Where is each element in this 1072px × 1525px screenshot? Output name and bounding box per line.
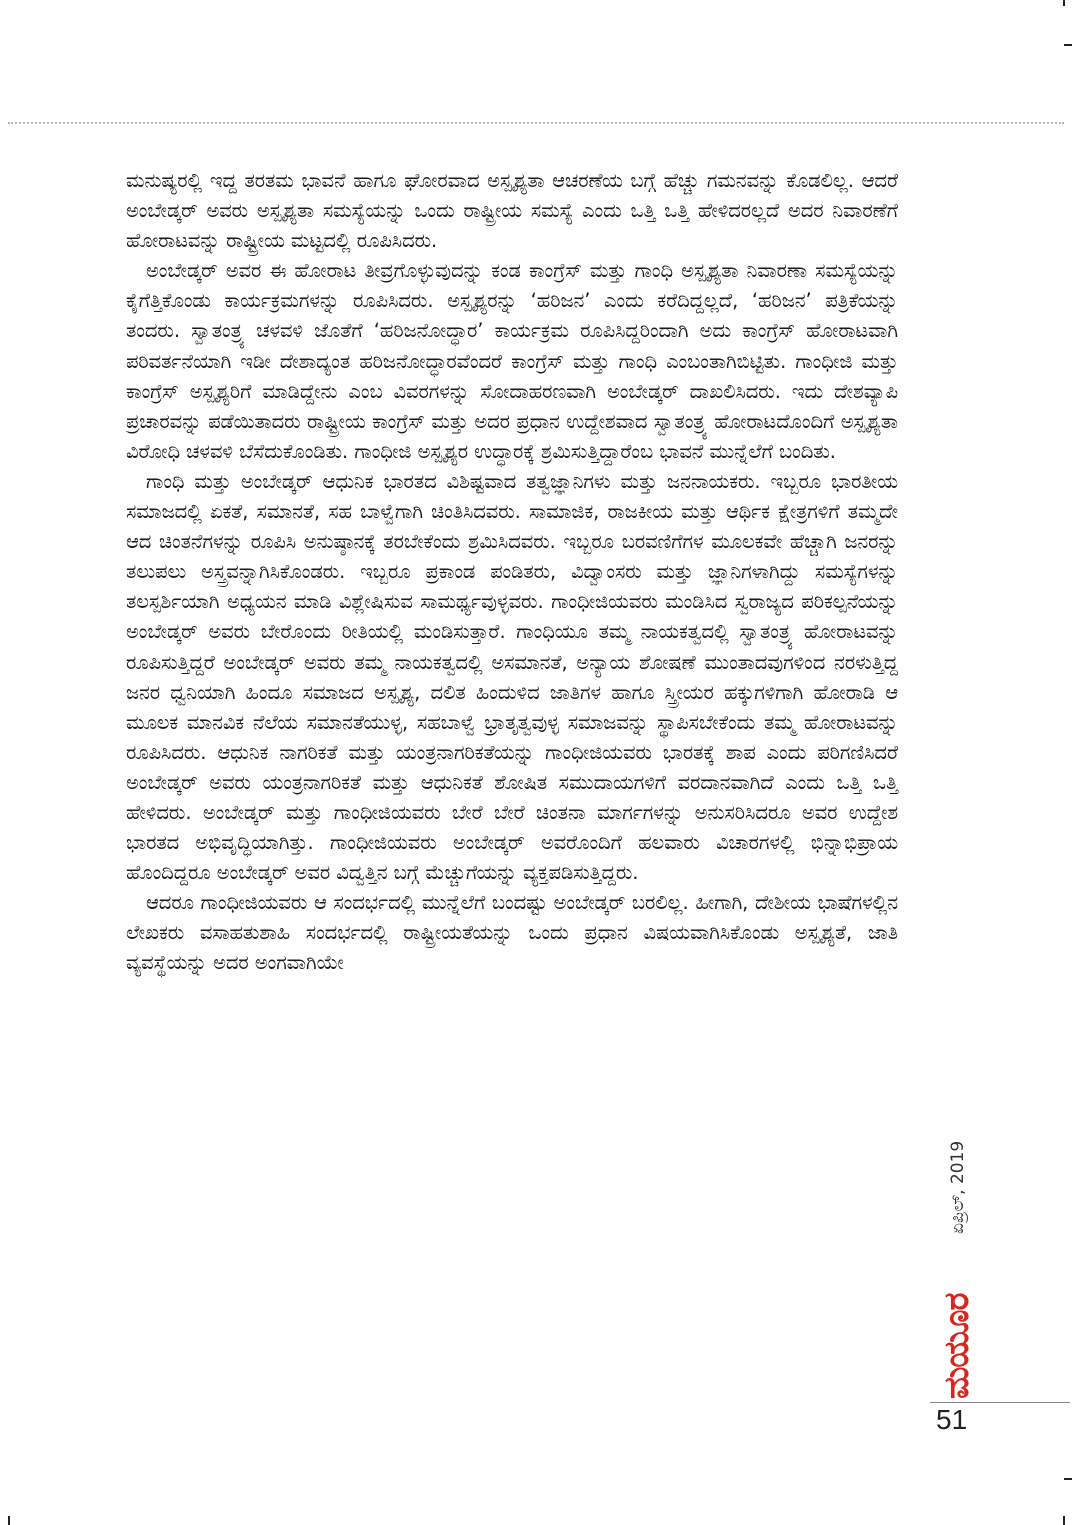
paragraph-2: ಅಂಬೇಡ್ಕರ್ ಅವರ ಈ ಹೋರಾಟ ತೀವ್ರಗೊಳ್ಳುವುದನ್ನು ಕಂಡ ಕಾಂಗ್ರೆಸ್ ಮತ್ತು ಗಾಂಧಿ ಅಸ್ಪೃಶ್ಯತಾ ನಿವಾರಣಾ ಸಮಸ್ಯೆಯನ್ನು ಕೈಗೆತ್ತಿಕೊಂಡು ಕಾರ್ಯಕ್ರಮಗಳನ್ನು ರೂಪಿಸಿದರು. ಅಸ್ಪೃಶ್ಯರನ್ನು ‘ಹರಿಜನ’ ಎಂದು ಕರೆದಿದ್ದಲ್ಲದೆ, ‘ಹರಿಜನ’ ಪತ್ರಿಕೆಯನ್ನು ತಂದರು. ಸ್ವಾತಂತ್ರ್ಯ ಚಳವಳಿ ಜೊತೆಗೆ ‘ಹರಿಜನೋದ್ಧಾರ’ ಕಾರ್ಯಕ್ರಮ ರೂಪಿಸಿದ್ದರಿಂದಾಗಿ ಅದು ಕಾಂಗ್ರೆಸ್ ಹೋರಾಟವಾಗಿ ಪರಿವರ್ತನೆಯಾಗಿ ಇಡೀ ದೇಶಾದ್ಯಂತ ಹರಿಜನೋದ್ಧಾರವೆಂದರೆ ಕಾಂಗ್ರೆಸ್ ಮತ್ತು ಗಾಂಧಿ ಎಂಬಂತಾಗಿಬಿಟ್ಟಿತು. ಗಾಂಧೀಜಿ ಮತ್ತು ಕಾಂಗ್ರೆಸ್ ಅಸ್ಪೃಶ್ಯರಿಗೆ ಮಾಡಿದ್ದೇನು ಎಂಬ ವಿವರಗಳನ್ನು ಸೋದಾಹರಣವಾಗಿ ಅಂಬೇಡ್ಕರ್ ದಾಖಲಿಸಿದರು. ಇದು ದೇಶವ್ಯಾಪಿ ಪ್ರಚಾರವನ್ನು ಪಡೆಯಿತಾದರು ರಾಷ್ಟ್ರೀಯ ಕಾಂಗ್ರೆಸ್ ಮತ್ತು ಅದರ ಪ್ರಧಾನ ಉದ್ದೇಶವಾದ ಸ್ವಾತಂತ್ರ್ಯ ಹೋರಾಟದೊಂದಿಗೆ ಅಸ್ಪೃಶ್ಯತಾ ವಿರೋಧಿ ಚಳವಳಿ ಬೆಸೆದುಕೊಂಡಿತು. ಗಾಂಧೀಜಿ ಅಸ್ಪೃಶ್ಯರ ಉದ್ಧಾರಕ್ಕೆ ಶ್ರಮಿಸುತ್ತಿದ್ದಾರೆಂಬ ಭಾವನೆ ಮುನ್ನೆಲೆಗೆ ಬಂದಿತು. [126, 259, 898, 463]
header-dotted-rule [8, 122, 1064, 124]
crop-mark-right-upper [1064, 44, 1072, 46]
paragraph-4: ಆದರೂ ಗಾಂಧೀಜಿಯವರು ಆ ಸಂದರ್ಭದಲ್ಲಿ ಮುನ್ನೆಲೆಗೆ ಬಂದಷ್ಟು ಅಂಬೇಡ್ಕರ್ ಬರಲಿಲ್ಲ. ಹೀಗಾಗಿ, ದೇಶೀಯ ಭಾಷೆಗಳಲ್ಲಿನ ಲೇಖಕರು ವಸಾಹತುಶಾಹಿ ಸಂದರ್ಭದಲ್ಲಿ ರಾಷ್ಟ್ರೀಯತೆಯನ್ನು ಒಂದು ಪ್ರಧಾನ ವಿಷಯವಾಗಿಸಿಕೊಂಡು ಅಸ್ಪೃಶ್ಯತೆ, ಜಾತಿ ವ್ಯವಸ್ಥೆಯನ್ನು ಅದರ ಅಂಗವಾಗಿಯೇ [126, 891, 898, 975]
paragraph-1: ಮನುಷ್ಯರಲ್ಲಿ ಇದ್ದ ತರತಮ ಭಾವನೆ ಹಾಗೂ ಘೋರವಾದ ಅಸ್ಪೃಶ್ಯತಾ ಆಚರಣೆಯ ಬಗ್ಗೆ ಹೆಚ್ಚು ಗಮನವನ್ನು ಕೊಡಲಿಲ್ಲ. ಆದರೆ ಅಂಬೇಡ್ಕರ್ ಅವರು ಅಸ್ಪೃಶ್ಯತಾ ಸಮಸ್ಯೆಯನ್ನು ಒಂದು ರಾಷ್ಟ್ರೀಯ ಸಮಸ್ಯೆ ಎಂದು ಒತ್ತಿ ಒತ್ತಿ ಹೇಳಿದರಲ್ಲದೆ ಅದರ ನಿವಾರಣೆಗೆ ಹೋರಾಟವನ್ನು ರಾಷ್ಟ್ರೀಯ ಮಟ್ಟದಲ್ಲಿ ರೂಪಿಸಿದರು. [126, 169, 898, 253]
issue-date: ಏಪ್ರಿಲ್, 2019 [948, 1140, 968, 1234]
crop-mark-top-right [1063, 0, 1065, 6]
page-number-rule [930, 1402, 1070, 1403]
article-body [126, 166, 898, 979]
crop-mark-bottom-left [8, 1516, 10, 1525]
paragraph-3: ಗಾಂಧಿ ಮತ್ತು ಅಂಬೇಡ್ಕರ್ ಆಧುನಿಕ ಭಾರತದ ವಿಶಿಷ್ಟವಾದ ತತ್ವಜ್ಞಾನಿಗಳು ಮತ್ತು ಜನನಾಯಕರು. ಇಬ್ಬರೂ ಭಾರತೀಯ ಸಮಾಜದಲ್ಲಿ ಏಕತೆ, ಸಮಾನತೆ, ಸಹ ಬಾಳ್ವೆಗಾಗಿ ಚಿಂತಿಸಿದವರು. ಸಾಮಾಜಿಕ, ರಾಜಕೀಯ ಮತ್ತು ಆರ್ಥಿಕ ಕ್ಷೇತ್ರಗಳಿಗೆ ತಮ್ಮದೇ ಆದ ಚಿಂತನೆಗಳನ್ನು ರೂಪಿಸಿ ಅನುಷ್ಠಾನಕ್ಕೆ ತರಬೇಕೆಂದು ಶ್ರಮಿಸಿದವರು. ಇಬ್ಬರೂ ಬರವಣಿಗೆಗಳ ಮೂಲಕವೇ ಹೆಚ್ಚಾಗಿ ಜನರನ್ನು ತಲುಪಲು ಅಸ್ತ್ರವನ್ನಾಗಿಸಿಕೊಂಡರು. ಇಬ್ಬರೂ ಪ್ರಕಾಂಡ ಪಂಡಿತರು, ವಿದ್ವಾಂಸರು ಮತ್ತು ಜ್ಞಾನಿಗಳಾಗಿದ್ದು ಸಮಸ್ಯೆಗಳನ್ನು ತಲಸ್ಪರ್ಶಿಯಾಗಿ ಅಧ್ಯಯನ ಮಾಡಿ ವಿಶ್ಲೇಷಿಸುವ ಸಾಮರ್ಥ್ಯವುಳ್ಳವರು. ಗಾಂಧೀಜಿಯವರು ಮಂಡಿಸಿದ ಸ್ವರಾಜ್ಯದ ಪರಿಕಲ್ಪನೆಯನ್ನು ಅಂಬೇಡ್ಕರ್ ಅವರು ಬೇರೊಂದು ರೀತಿಯಲ್ಲಿ ಮಂಡಿಸುತ್ತಾರೆ. ಗಾಂಧಿಯೂ ತಮ್ಮ ನಾಯಕತ್ವದಲ್ಲಿ ಸ್ವಾತಂತ್ರ್ಯ ಹೋರಾಟವನ್ನು ರೂಪಿಸುತ್ತಿದ್ದರೆ ಅಂಬೇಡ್ಕರ್ ಅವರು ತಮ್ಮ ನಾಯಕತ್ವದಲ್ಲಿ ಅಸಮಾನತೆ, ಅನ್ಯಾಯ ಶೋಷಣೆ ಮುಂತಾದವುಗಳಿಂದ ನರಳುತ್ತಿದ್ದ ಜನರ ಧ್ವನಿಯಾಗಿ ಹಿಂದೂ ಸಮಾಜದ ಅಸ್ಪೃಶ್ಯ, ದಲಿತ ಹಿಂದುಳಿದ ಜಾತಿಗಳ ಹಾಗೂ ಸ್ತ್ರೀಯರ ಹಕ್ಕುಗಳಿಗಾಗಿ ಹೋರಾಡಿ ಆ ಮೂಲಕ ಮಾನವಿಕ ನೆಲೆಯ ಸಮಾನತೆಯುಳ್ಳ, ಸಹಬಾಳ್ವೆ ಭ್ರಾತೃತ್ವವುಳ್ಳ ಸಮಾಜವನ್ನು ಸ್ಥಾಪಿಸಬೇಕೆಂದು ತಮ್ಮ ಹೋರಾಟವನ್ನು ರೂಪಿಸಿದರು. ಆಧುನಿಕ ನಾಗರಿಕತೆ ಮತ್ತು ಯಂತ್ರನಾಗರಿಕತೆಯನ್ನು ಗಾಂಧೀಜಿಯವರು ಭಾರತಕ್ಕೆ ಶಾಪ ಎಂದು ಪರಿಗಣಿಸಿದರೆ ಅಂಬೇಡ್ಕರ್ ಅವರು ಯಂತ್ರನಾಗರಿಕತೆ ಮತ್ತು ಆಧುನಿಕತೆ ಶೋಷಿತ ಸಮುದಾಯಗಳಿಗೆ ವರದಾನವಾಗಿದೆ ಎಂದು ಒತ್ತಿ ಒತ್ತಿ ಹೇಳಿದರು. ಅಂಬೇಡ್ಕರ್ ಮತ್ತು ಗಾಂಧೀಜಿಯವರು ಬೇರೆ ಬೇರೆ ಚಿಂತನಾ ಮಾರ್ಗಗಳನ್ನು ಅನುಸರಿಸಿದರೂ ಅವರ ಉದ್ದೇಶ ಭಾರತದ ಅಭಿವೃದ್ಧಿಯಾಗಿತ್ತು. ಗಾಂಧೀಜಿಯವರು ಅಂಬೇಡ್ಕರ್ ಅವರೊಂದಿಗೆ ಹಲವಾರು ವಿಚಾರಗಳಲ್ಲಿ ಭಿನ್ನಾಭಿಪ್ರಾಯ ಹೊಂದಿದ್ದರೂ ಅಂಬೇಡ್ಕರ್ ಅವರ ವಿದ್ವತ್ತಿನ ಬಗ್ಗೆ ಮೆಚ್ಚುಗೆಯನ್ನು ವ್ಯಕ್ತಪಡಿಸುತ್ತಿದ್ದರು. [126, 469, 898, 885]
crop-mark-bottom-right [1063, 1516, 1065, 1525]
crop-mark-right-lower [1064, 1478, 1072, 1480]
magazine-logo: ಮಯೂರ [937, 1293, 977, 1399]
page-number: 51 [936, 1404, 968, 1435]
